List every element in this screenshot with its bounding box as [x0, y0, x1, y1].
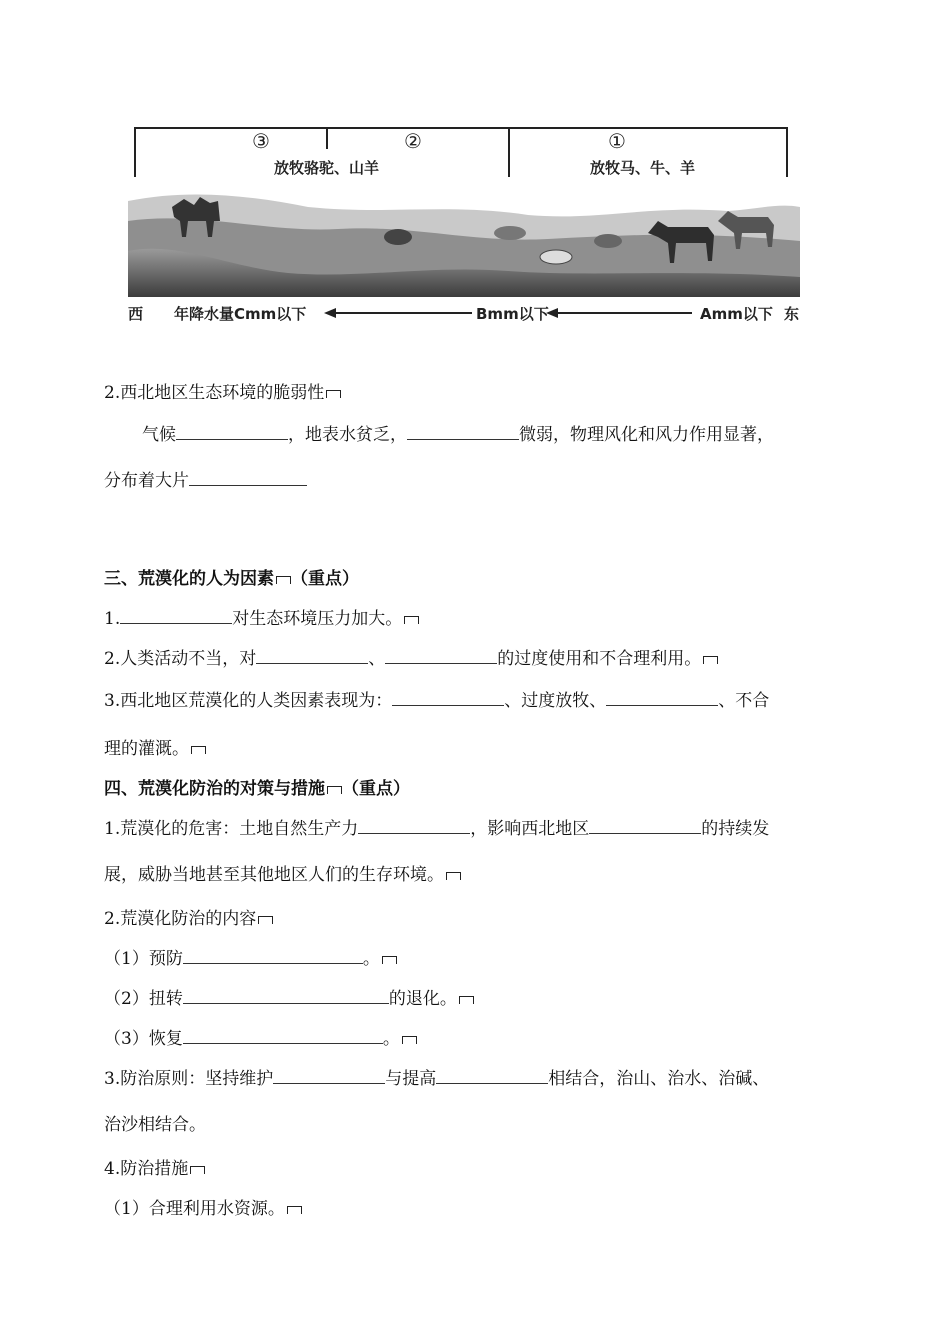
region-1-marker: ①: [608, 129, 626, 153]
blank: [589, 819, 701, 834]
blank: [385, 649, 497, 664]
sec2-title: 2.西北地区生态环境的脆弱性: [104, 378, 341, 403]
sec4-heading: 四、荒漠化防治的对策与措施 （重点）: [104, 779, 410, 799]
blank: [392, 691, 504, 706]
blank: [183, 1029, 383, 1044]
axis-west: 西: [128, 305, 144, 323]
edit-mark-icon: [258, 916, 273, 924]
axis-precip-a: Amm以下: [700, 305, 773, 323]
edit-mark-icon: [404, 616, 419, 624]
blank: [120, 609, 232, 624]
edit-mark-icon: [326, 390, 341, 398]
sec2-line2: 分布着大片: [104, 466, 307, 491]
edit-mark-icon: [402, 1036, 417, 1044]
blank: [183, 989, 389, 1004]
sec4-item4-sub1: （1）合理利用水资源。: [104, 1194, 302, 1219]
steppe-illustration: [128, 181, 800, 297]
sec3-item3: 3.西北地区荒漠化的人类因素表现为： 、过度放牧、 、不合: [104, 691, 770, 711]
blank: [606, 691, 718, 706]
edit-mark-icon: [327, 786, 342, 794]
sec3-heading: 三、荒漠化的人为因素 （重点）: [104, 569, 359, 589]
edit-mark-icon: [190, 1166, 205, 1174]
sec4-sub3: （3）恢复 。: [104, 1024, 417, 1049]
sec4-sub2: （2）扭转 的退化。: [104, 984, 474, 1009]
region-3-marker: ③: [252, 129, 270, 153]
blank: [436, 1069, 548, 1084]
sec4-sub1: （1）预防 。: [104, 944, 397, 969]
edit-mark-icon: [703, 656, 718, 664]
sec3-item3-cont: 理的灌溉。: [104, 734, 206, 759]
edit-mark-icon: [276, 576, 291, 584]
blank: [189, 471, 307, 486]
blank: [273, 1069, 385, 1084]
sec2-line1: 气候 ，地表水贫乏， 微弱，物理风化和风力作用显著，: [142, 425, 774, 445]
sec4-item1-cont: 展，威胁当地甚至其他地区人们的生存环境。: [104, 860, 461, 885]
figure-divider: [326, 127, 328, 149]
region-2-marker: ②: [404, 129, 422, 153]
sec4-item3-cont: 治沙相结合。: [104, 1115, 206, 1135]
blank: [407, 425, 519, 440]
blank: [358, 819, 470, 834]
label-camels-goats: 放牧骆驼、山羊: [274, 159, 380, 177]
sec4-item1: 1.荒漠化的危害：土地自然生产力 ，影响西北地区 的持续发: [104, 819, 770, 839]
edit-mark-icon: [446, 872, 461, 880]
sec4-item3: 3.防治原则：坚持维护 与提高 相结合，治山、治水、治碱、: [104, 1069, 770, 1089]
sec3-item1: 1. 对生态环境压力加大。: [104, 604, 419, 629]
axis-precip-c: 年降水量Cmm以下: [174, 305, 307, 323]
axis-precip-b: Bmm以下: [476, 305, 549, 323]
blank: [256, 649, 368, 664]
sec3-item2: 2.人类活动不当，对 、 的过度使用和不合理利用。: [104, 644, 718, 669]
edit-mark-icon: [382, 956, 397, 964]
blank: [183, 949, 363, 964]
blank: [176, 425, 288, 440]
sec4-item2: 2.荒漠化防治的内容: [104, 904, 273, 929]
pastoral-zone-figure: [128, 123, 800, 328]
sec4-item4: 4.防治措施: [104, 1154, 205, 1179]
label-horses-cattle-sheep: 放牧马、牛、羊: [590, 159, 696, 177]
edit-mark-icon: [191, 746, 206, 754]
edit-mark-icon: [287, 1206, 302, 1214]
edit-mark-icon: [459, 996, 474, 1004]
axis-east: 东: [784, 305, 800, 323]
